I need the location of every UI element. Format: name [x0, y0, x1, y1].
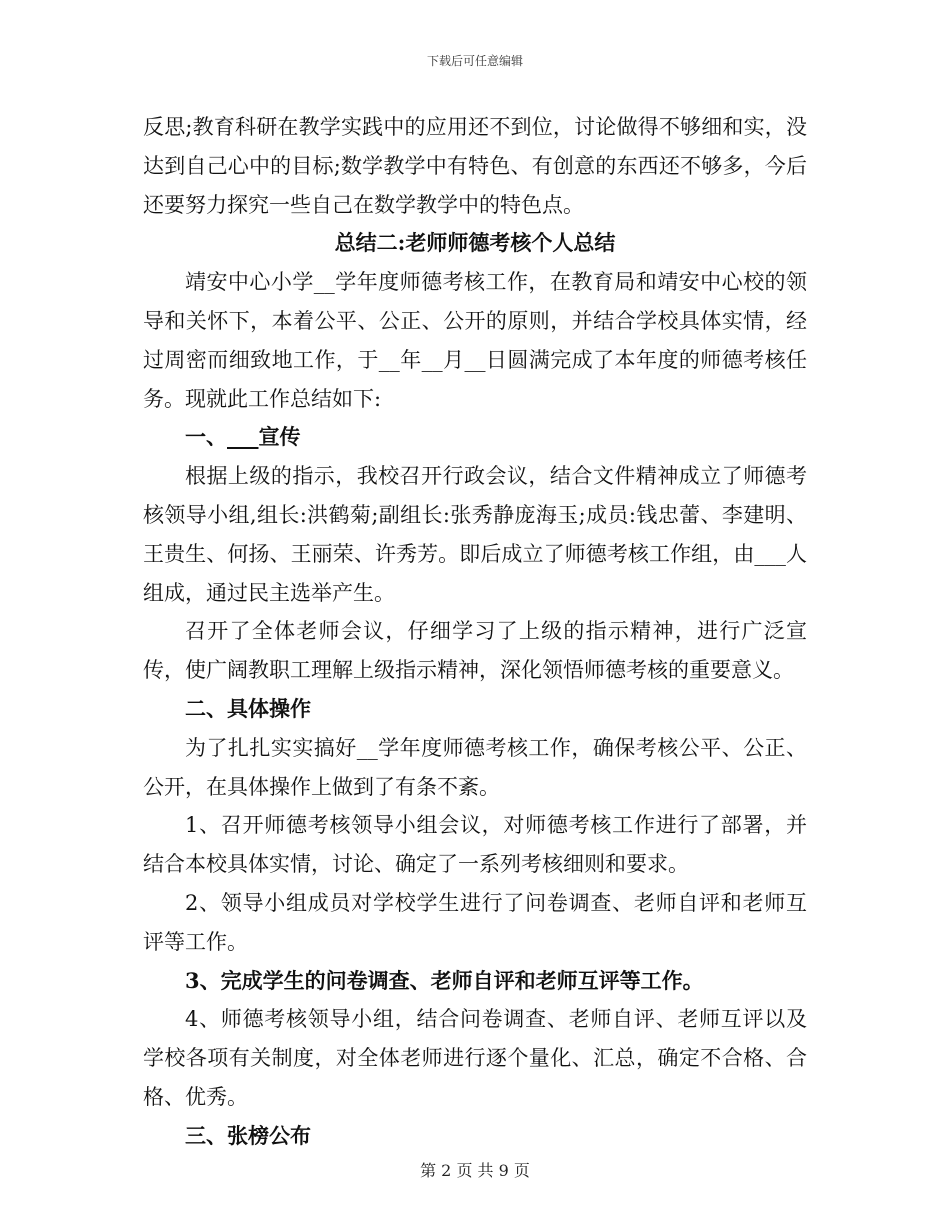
paragraph-step-2: 2、领导小组成员对学校学生进行了问卷调查、老师自评和老师互评等工作。 — [143, 890, 807, 954]
paragraph-operations-intro: 为了扎扎实实搞好__学年度师德考核工作，确保考核公平、公正、公开，在具体操作上做到了有条不紊。 — [143, 735, 807, 799]
page-header: 下载后可任意编辑 — [426, 54, 523, 68]
paragraph-reflection: 反思;教育科研在教学实践中的应用还不到位，讨论做得不够细和实，没达到自己心中的目标;数学教学中有特色、有创意的东西还不够多，今后还要努力探究一些自己在数学教学中的特色点。 — [143, 115, 807, 217]
paragraph-leadership-group: 根据上级的指示，我校召开行政会议，结合文件精神成立了师德考核领导小组,组长:洪鹤菊;副组长:张秀静庞海玉;成员:钱忠蕾、李建明、王贵生、何扬、王丽荣、许秀芳。即后成立了师德考核工作组，由___人组成，通过民主选举产生。 — [143, 464, 807, 605]
paragraph-intro: 靖安中心小学__学年度师德考核工作，在教育局和靖安中心校的领导和关怀下，本着公平、公正、公开的原则，并结合学校具体实情，经过周密而细致地工作，于__年__月__日圆满完成了本年度的师德考核任务。现就此工作总结如下: — [143, 270, 807, 411]
heading-announcement: 三、张榜公布 — [185, 1122, 311, 1148]
page-footer: 第 2 页 共 9 页 — [420, 1161, 530, 1180]
heading-operations: 二、具体操作 — [185, 695, 311, 721]
paragraph-staff-meeting: 召开了全体老师会议，仔细学习了上级的指示精神，进行广泛宣传，使广阔教职工理解上级指示精神，深化领悟师德考核的重要意义。 — [143, 619, 807, 683]
section-title: 总结二:老师师德考核个人总结 — [334, 230, 616, 256]
paragraph-step-1: 1、召开师德考核领导小组会议，对师德考核工作进行了部署，并结合本校具体实情，讨论、确定了一系列考核细则和要求。 — [143, 813, 807, 877]
paragraph-step-4: 4、师德考核领导小组，结合问卷调查、老师自评、老师互评以及学校各项有关制度，对全体老师进行逐个量化、汇总，确定不合格、合格、优秀。 — [143, 1007, 807, 1109]
heading-publicity: 一、___宣传 — [185, 424, 301, 450]
document-body — [143, 108, 807, 1156]
heading-step-3: 3、完成学生的问卷调查、老师自评和老师互评等工作。 — [185, 967, 704, 993]
